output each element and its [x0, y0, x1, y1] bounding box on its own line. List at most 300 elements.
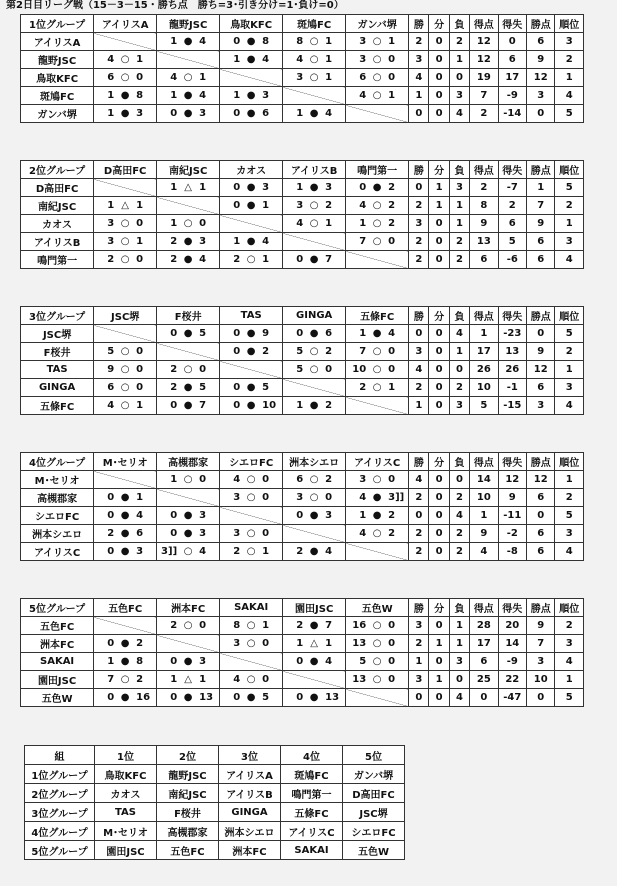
stat-ga: -1 — [498, 379, 526, 397]
score-opponent: 4 — [262, 236, 270, 247]
result-mark: ● — [120, 638, 130, 649]
match-result — [157, 105, 220, 123]
score-own: 4 — [107, 400, 115, 411]
score-own: 4 — [233, 674, 241, 685]
result-mark: ○ — [372, 674, 382, 685]
match-result — [157, 233, 220, 251]
score-own: 4 — [107, 54, 115, 65]
result-mark: ○ — [183, 546, 193, 557]
score-own: 2 — [170, 382, 178, 393]
score-own: 5 — [359, 656, 367, 667]
stat-header-ga: 得失 — [498, 161, 526, 179]
stat-gf: 10 — [470, 489, 498, 507]
result-mark: ○ — [372, 218, 382, 229]
score-own: 0 — [233, 108, 241, 119]
stat-rank: 2 — [555, 51, 584, 69]
score-own: 1 — [233, 90, 241, 101]
result-mark: ○ — [246, 474, 256, 485]
score-opponent: 0 — [325, 364, 333, 375]
opponent-header: 園田JSC — [283, 599, 346, 617]
group-name: 3位グループ — [21, 307, 94, 325]
score-own: 0 — [170, 108, 178, 119]
team-name: 南紀JSC — [21, 197, 94, 215]
score-own: 2 — [233, 254, 241, 265]
match-result — [346, 471, 409, 489]
opponent-header: アイリスC — [346, 453, 409, 471]
score-opponent: 1 — [262, 200, 270, 211]
result-mark: ● — [372, 510, 382, 521]
team-name: 園田JSC — [21, 671, 94, 689]
stat-win: 0 — [409, 325, 429, 343]
team-row — [21, 379, 584, 397]
match-result — [220, 397, 283, 415]
stat-win: 3 — [409, 617, 429, 635]
match-result — [94, 653, 157, 671]
stat-draw: 0 — [429, 215, 449, 233]
stat-gf: 14 — [470, 471, 498, 489]
stat-draw: 0 — [429, 489, 449, 507]
stat-pts: 9 — [527, 51, 555, 69]
match-result — [346, 671, 409, 689]
score-opponent: 3 — [262, 182, 270, 193]
score-opponent: 0 — [388, 674, 396, 685]
score-opponent: 3]] — [388, 492, 405, 503]
self-match-cell — [94, 617, 157, 635]
score-opponent: 1 — [388, 36, 396, 47]
match-result — [346, 379, 409, 397]
stat-gf: 25 — [470, 671, 498, 689]
score-own: 8 — [233, 620, 241, 631]
result-mark: ○ — [309, 200, 319, 211]
score-opponent: 5 — [262, 382, 270, 393]
result-mark: ● — [183, 236, 193, 247]
score-opponent: 2 — [388, 510, 396, 521]
stat-pts: 6 — [527, 251, 555, 269]
result-mark: ○ — [183, 72, 193, 83]
score-own: 0 — [233, 400, 241, 411]
score-own: 3 — [296, 492, 304, 503]
self-match-cell — [220, 69, 283, 87]
result-mark: ● — [309, 656, 319, 667]
stat-gf: 28 — [470, 617, 498, 635]
result-mark: ● — [120, 692, 130, 703]
self-match-cell — [157, 489, 220, 507]
stat-rank: 2 — [555, 489, 584, 507]
self-match-cell — [220, 361, 283, 379]
result-mark: ○ — [246, 254, 256, 265]
result-mark: ○ — [120, 364, 130, 375]
team-name: アイリスB — [21, 233, 94, 251]
result-mark: ● — [183, 328, 193, 339]
score-own: 4 — [296, 218, 304, 229]
match-result — [220, 635, 283, 653]
team-row — [21, 635, 584, 653]
stat-header-loss: 負 — [449, 453, 469, 471]
stat-header-gf: 得点 — [470, 15, 498, 33]
opponent-header: SAKAI — [220, 599, 283, 617]
score-own: 7 — [107, 674, 115, 685]
score-opponent: 1 — [199, 674, 207, 685]
stat-pts: 6 — [527, 543, 555, 561]
opponent-header: 洲本シエロ — [283, 453, 346, 471]
stat-header-pts: 勝点 — [527, 307, 555, 325]
team-row — [21, 215, 584, 233]
opponent-header: M･セリオ — [94, 453, 157, 471]
stat-loss: 0 — [449, 471, 469, 489]
match-result — [283, 635, 346, 653]
stat-win: 2 — [409, 197, 429, 215]
score-own: 1 — [170, 218, 178, 229]
match-result — [220, 105, 283, 123]
match-result — [157, 325, 220, 343]
match-result — [157, 507, 220, 525]
team-row — [21, 653, 584, 671]
score-own: 6 — [107, 72, 115, 83]
match-result — [94, 489, 157, 507]
score-own: 4 — [233, 474, 241, 485]
result-mark: ○ — [183, 474, 193, 485]
group-name: 5位グループ — [21, 599, 94, 617]
score-opponent: 3 — [136, 546, 144, 557]
stat-pts: 6 — [527, 233, 555, 251]
match-result — [220, 33, 283, 51]
match-result — [346, 233, 409, 251]
score-own: 3 — [233, 492, 241, 503]
score-opponent: 4 — [262, 54, 270, 65]
score-opponent: 2 — [262, 346, 270, 357]
result-mark: ○ — [246, 528, 256, 539]
group-header-row — [21, 453, 584, 471]
summary-team: JSC堺 — [343, 803, 405, 822]
opponent-header: 龍野JSC — [157, 15, 220, 33]
result-mark: ● — [183, 656, 193, 667]
score-opponent: 0 — [388, 656, 396, 667]
score-opponent: 7 — [325, 254, 333, 265]
stat-header-gf: 得点 — [470, 599, 498, 617]
score-own: 2 — [107, 528, 115, 539]
match-result — [220, 325, 283, 343]
team-name: アイリスA — [21, 33, 94, 51]
stat-draw: 0 — [429, 51, 449, 69]
summary-team: ガンバ堺 — [343, 765, 405, 784]
score-own: 3]] — [161, 546, 178, 557]
score-own: 1 — [107, 90, 115, 101]
stat-pts: 9 — [527, 617, 555, 635]
stat-rank: 2 — [555, 197, 584, 215]
team-name: カオス — [21, 215, 94, 233]
self-match-cell — [283, 671, 346, 689]
result-mark: ○ — [372, 528, 382, 539]
summary-team: GINGA — [219, 803, 281, 822]
stat-ga: -47 — [498, 689, 526, 707]
stat-win: 3 — [409, 215, 429, 233]
score-own: 0 — [296, 328, 304, 339]
score-own: 0 — [107, 692, 115, 703]
stat-loss: 2 — [449, 33, 469, 51]
score-opponent: 2 — [325, 474, 333, 485]
match-result — [283, 617, 346, 635]
score-opponent: 3 — [325, 182, 333, 193]
match-result — [283, 543, 346, 561]
result-mark: ● — [309, 182, 319, 193]
score-opponent: 4 — [325, 656, 333, 667]
team-row — [21, 471, 584, 489]
score-opponent: 0 — [199, 218, 207, 229]
team-row — [21, 671, 584, 689]
summary-row — [25, 841, 405, 860]
stat-win: 2 — [409, 635, 429, 653]
score-opponent: 0 — [388, 346, 396, 357]
stat-rank: 2 — [555, 343, 584, 361]
summary-row — [25, 822, 405, 841]
team-row — [21, 325, 584, 343]
match-result — [346, 69, 409, 87]
stat-pts: 12 — [527, 69, 555, 87]
result-mark: ● — [246, 236, 256, 247]
stat-gf: 1 — [470, 325, 498, 343]
stat-pts: 1 — [527, 179, 555, 197]
match-result — [283, 251, 346, 269]
score-opponent: 0 — [199, 364, 207, 375]
summary-team: 洲本シエロ — [219, 822, 281, 841]
stat-loss: 1 — [449, 51, 469, 69]
team-name: 五條FC — [21, 397, 94, 415]
stat-rank: 5 — [555, 325, 584, 343]
summary-header-cell: 5位 — [343, 746, 405, 765]
result-mark: ○ — [372, 90, 382, 101]
stat-gf: 4 — [470, 543, 498, 561]
stat-ga: -2 — [498, 525, 526, 543]
score-own: 3 — [233, 528, 241, 539]
group-table-5 — [20, 598, 584, 707]
result-mark: ○ — [120, 72, 130, 83]
score-opponent: 1 — [325, 72, 333, 83]
opponent-header: 五色FC — [94, 599, 157, 617]
stat-rank: 3 — [555, 635, 584, 653]
team-name: 五色W — [21, 689, 94, 707]
summary-team: D高田FC — [343, 784, 405, 803]
stat-loss: 3 — [449, 653, 469, 671]
score-opponent: 0 — [199, 620, 207, 631]
score-opponent: 0 — [388, 54, 396, 65]
score-own: 0 — [170, 528, 178, 539]
stat-ga: -9 — [498, 87, 526, 105]
result-mark: ○ — [183, 620, 193, 631]
score-own: 2 — [296, 620, 304, 631]
score-own: 3 — [296, 200, 304, 211]
stat-win: 2 — [409, 233, 429, 251]
match-result — [283, 51, 346, 69]
stat-ga: 17 — [498, 69, 526, 87]
summary-group-name: 4位グループ — [25, 822, 95, 841]
score-opponent: 1 — [136, 236, 144, 247]
opponent-header: 洲本FC — [157, 599, 220, 617]
score-opponent: 1 — [262, 254, 270, 265]
group-table-4 — [20, 452, 584, 561]
result-mark: ○ — [309, 36, 319, 47]
score-opponent: 1 — [199, 182, 207, 193]
match-result — [220, 489, 283, 507]
result-mark: ○ — [372, 382, 382, 393]
result-mark: ● — [183, 254, 193, 265]
match-result — [157, 179, 220, 197]
summary-team: 園田JSC — [95, 841, 157, 860]
match-result — [220, 689, 283, 707]
result-mark: ● — [246, 400, 256, 411]
stat-ga: 6 — [498, 215, 526, 233]
result-mark: ○ — [120, 346, 130, 357]
stat-win: 0 — [409, 179, 429, 197]
score-own: 5 — [296, 346, 304, 357]
result-mark: ○ — [309, 218, 319, 229]
stat-gf: 0 — [470, 689, 498, 707]
stat-win: 4 — [409, 69, 429, 87]
stat-draw: 0 — [429, 617, 449, 635]
stat-loss: 3 — [449, 397, 469, 415]
score-opponent: 0 — [136, 218, 144, 229]
score-opponent: 3 — [325, 510, 333, 521]
stat-gf: 6 — [470, 251, 498, 269]
stat-rank: 4 — [555, 251, 584, 269]
opponent-header: アイリスA — [94, 15, 157, 33]
match-result — [220, 233, 283, 251]
result-mark: ● — [120, 90, 130, 101]
stat-header-loss: 負 — [449, 307, 469, 325]
self-match-cell — [94, 471, 157, 489]
team-name: アイリスC — [21, 543, 94, 561]
match-result — [220, 343, 283, 361]
score-own: 0 — [107, 638, 115, 649]
result-mark: ○ — [309, 54, 319, 65]
score-opponent: 4 — [388, 328, 396, 339]
result-mark: ○ — [246, 674, 256, 685]
result-mark: ● — [246, 200, 256, 211]
score-own: 0 — [296, 510, 304, 521]
stat-loss: 2 — [449, 525, 469, 543]
stat-rank: 3 — [555, 525, 584, 543]
team-row — [21, 197, 584, 215]
opponent-header: TAS — [220, 307, 283, 325]
opponent-header: 斑鳩FC — [283, 15, 346, 33]
stat-ga: 0 — [498, 33, 526, 51]
score-own: 1 — [359, 328, 367, 339]
self-match-cell — [94, 325, 157, 343]
score-opponent: 0 — [136, 382, 144, 393]
score-opponent: 10 — [262, 400, 277, 411]
match-result — [220, 471, 283, 489]
stat-header-loss: 負 — [449, 161, 469, 179]
group-table-3 — [20, 306, 584, 415]
team-name: SAKAI — [21, 653, 94, 671]
score-opponent: 0 — [388, 364, 396, 375]
summary-team: 鳥取KFC — [95, 765, 157, 784]
summary-table — [24, 745, 405, 860]
match-result — [94, 105, 157, 123]
match-result — [283, 69, 346, 87]
team-row — [21, 343, 584, 361]
score-own: 3 — [359, 474, 367, 485]
stat-header-draw: 分 — [429, 161, 449, 179]
team-name: 龍野JSC — [21, 51, 94, 69]
team-name: JSC堺 — [21, 325, 94, 343]
score-opponent: 0 — [136, 346, 144, 357]
score-own: 6 — [296, 474, 304, 485]
stat-gf: 10 — [470, 379, 498, 397]
stat-draw: 0 — [429, 361, 449, 379]
group-table-1 — [20, 14, 584, 123]
result-mark: ● — [372, 492, 382, 503]
stat-win: 2 — [409, 379, 429, 397]
team-name: ガンバ堺 — [21, 105, 94, 123]
self-match-cell — [283, 379, 346, 397]
score-own: 2 — [359, 382, 367, 393]
score-own: 3 — [359, 54, 367, 65]
stat-pts: 6 — [527, 379, 555, 397]
stat-pts: 12 — [527, 471, 555, 489]
self-match-cell — [283, 525, 346, 543]
team-row — [21, 51, 584, 69]
result-mark: ● — [246, 182, 256, 193]
stat-header-win: 勝 — [409, 599, 429, 617]
score-own: 0 — [233, 36, 241, 47]
score-opponent: 0 — [388, 620, 396, 631]
group-name: 4位グループ — [21, 453, 94, 471]
result-mark: ● — [183, 692, 193, 703]
score-own: 1 — [107, 108, 115, 119]
summary-header-cell: 3位 — [219, 746, 281, 765]
score-opponent: 1 — [262, 546, 270, 557]
stat-header-draw: 分 — [429, 307, 449, 325]
self-match-cell — [346, 689, 409, 707]
result-mark: ○ — [246, 638, 256, 649]
score-opponent: 4 — [199, 36, 207, 47]
stat-win: 2 — [409, 489, 429, 507]
score-opponent: 1 — [136, 492, 144, 503]
score-opponent: 1 — [325, 54, 333, 65]
stat-ga: -8 — [498, 543, 526, 561]
team-name: 斑鳩FC — [21, 87, 94, 105]
team-name: 洲本FC — [21, 635, 94, 653]
stat-gf: 6 — [470, 653, 498, 671]
stat-pts: 3 — [527, 87, 555, 105]
team-name: D高田FC — [21, 179, 94, 197]
result-mark: ○ — [120, 236, 130, 247]
result-mark: ○ — [120, 218, 130, 229]
summary-group-name: 1位グループ — [25, 765, 95, 784]
match-result — [346, 653, 409, 671]
stat-gf: 12 — [470, 33, 498, 51]
stat-header-win: 勝 — [409, 161, 429, 179]
team-name: GINGA — [21, 379, 94, 397]
summary-team: 洲本FC — [219, 841, 281, 860]
stat-rank: 5 — [555, 179, 584, 197]
result-mark: ● — [309, 108, 319, 119]
match-result — [94, 397, 157, 415]
opponent-header: GINGA — [283, 307, 346, 325]
match-result — [157, 617, 220, 635]
stat-win: 3 — [409, 671, 429, 689]
summary-header-cell: 1位 — [95, 746, 157, 765]
self-match-cell — [220, 653, 283, 671]
score-own: 1 — [170, 36, 178, 47]
team-name: 高槻郡家 — [21, 489, 94, 507]
result-mark: ○ — [372, 638, 382, 649]
stat-loss: 1 — [449, 617, 469, 635]
score-own: 1 — [296, 638, 304, 649]
stat-draw: 0 — [429, 69, 449, 87]
match-result — [157, 689, 220, 707]
match-result — [94, 379, 157, 397]
